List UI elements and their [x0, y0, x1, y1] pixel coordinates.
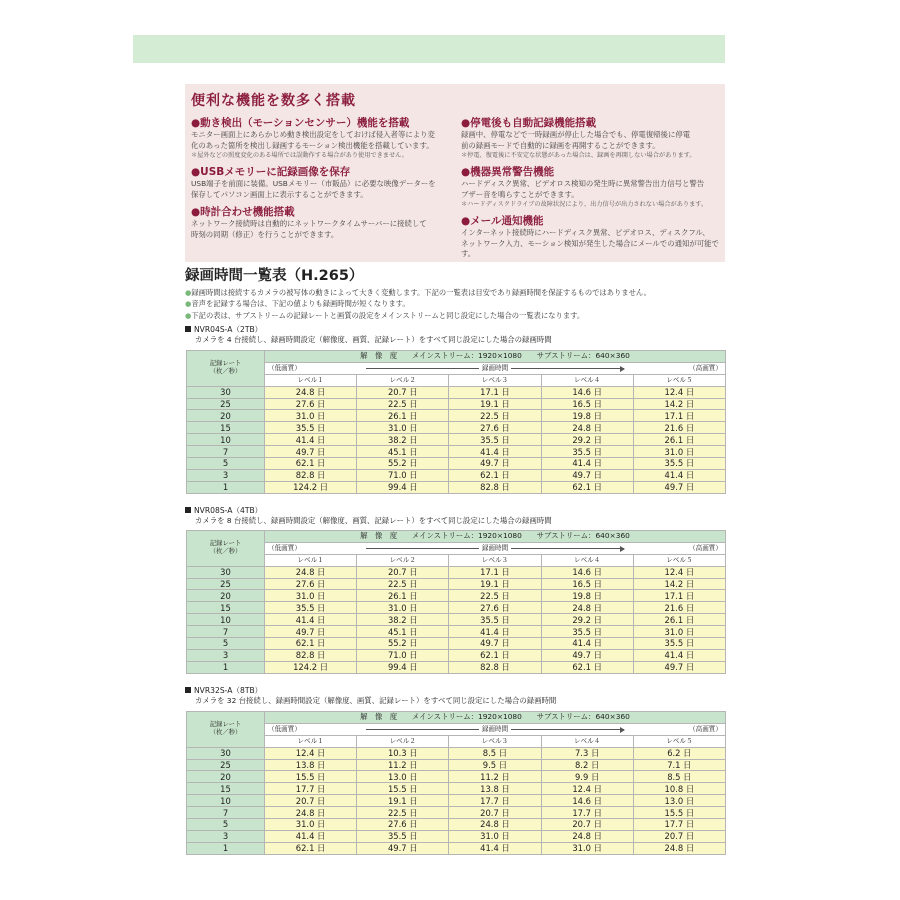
- duration-cell: 22.5 日: [357, 578, 449, 590]
- duration-cell: 14.2 日: [633, 578, 725, 590]
- duration-cell: 62.1 日: [265, 638, 357, 650]
- bullet-icon: ●: [185, 299, 192, 309]
- duration-cell: 82.8 日: [265, 469, 357, 481]
- duration-cell: 41.4 日: [541, 638, 633, 650]
- level-header: レベル１: [265, 554, 357, 566]
- rate-cell: 30: [187, 566, 265, 578]
- square-icon: [185, 507, 191, 513]
- feature-heading: ●停電後も自動記録機能搭載: [461, 117, 597, 129]
- rate-cell: 10: [187, 614, 265, 626]
- duration-cell: 17.7 日: [449, 795, 541, 807]
- resolution-header: 解 像 度 メインストリーム：1920×1080 サブストリーム：640×360: [265, 351, 726, 363]
- rate-cell: 1: [187, 481, 265, 493]
- feature-note: ＊屋外などの照度変化のある場所では誤動作する場合があり使用できません。: [191, 152, 408, 159]
- feature-text: 時刻の同期（修正）を行うことができます。: [191, 229, 339, 239]
- level-header: レベル５: [633, 374, 725, 386]
- table-row: [187, 614, 726, 626]
- duration-cell: 124.2 日: [265, 481, 357, 493]
- level-header: レベル２: [357, 374, 449, 386]
- duration-cell: 29.2 日: [541, 434, 633, 446]
- feature-text: USB端子を前面に装備。USBメモリー（市販品）に必要な映像データーを: [191, 179, 436, 188]
- duration-cell: 20.7 日: [541, 819, 633, 831]
- duration-cell: 29.2 日: [541, 614, 633, 626]
- rate-cell: 15: [187, 602, 265, 614]
- feature-heading: ●USBメモリーに記録画像を保存: [191, 166, 351, 178]
- duration-cell: 41.4 日: [633, 649, 725, 661]
- table-row: [187, 747, 726, 759]
- duration-cell: 38.2 日: [357, 614, 449, 626]
- square-icon: [185, 326, 191, 332]
- duration-cell: 9.5 日: [449, 759, 541, 771]
- rate-cell: 7: [187, 807, 265, 819]
- notes-list: [185, 287, 745, 321]
- feature-note: ＊停電、復電後に不安定な状態があった場合は、録画を再開しない場合があります。: [461, 152, 696, 159]
- duration-cell: 62.1 日: [541, 481, 633, 493]
- recording-table-nvr32s: [186, 711, 726, 855]
- high-quality-label: （高画質）: [689, 363, 722, 372]
- duration-cell: 71.0 日: [357, 469, 449, 481]
- duration-cell: 41.4 日: [449, 626, 541, 638]
- duration-cell: 26.1 日: [357, 590, 449, 602]
- square-icon: [185, 687, 191, 693]
- duration-cell: 31.0 日: [541, 842, 633, 854]
- rate-cell: 10: [187, 434, 265, 446]
- duration-cell: 24.8 日: [265, 386, 357, 398]
- duration-cell: 20.7 日: [449, 807, 541, 819]
- duration-cell: 49.7 日: [357, 842, 449, 854]
- duration-cell: 35.5 日: [541, 626, 633, 638]
- recording-time-label: 録画時間: [479, 364, 511, 372]
- duration-cell: 31.0 日: [265, 819, 357, 831]
- duration-cell: 22.5 日: [357, 807, 449, 819]
- rate-cell: 30: [187, 386, 265, 398]
- duration-cell: 24.8 日: [541, 830, 633, 842]
- rate-cell: 3: [187, 830, 265, 842]
- feature-heading: ●時計合わせ機能搭載: [191, 206, 295, 218]
- feature-text: ネットワーク入力、モーション検知が発生した場合にメールでの通知が可能です。: [461, 238, 719, 258]
- duration-cell: 124.2 日: [265, 661, 357, 673]
- table-row: [187, 807, 726, 819]
- duration-cell: 17.1 日: [633, 590, 725, 602]
- rate-cell: 1: [187, 842, 265, 854]
- duration-cell: 27.6 日: [265, 398, 357, 410]
- duration-cell: 99.4 日: [357, 481, 449, 493]
- duration-cell: 49.7 日: [541, 649, 633, 661]
- level-header: レベル２: [357, 735, 449, 747]
- table-row: [187, 783, 726, 795]
- duration-cell: 12.4 日: [633, 566, 725, 578]
- model-heading-nvr32s: [185, 686, 745, 705]
- duration-cell: 27.6 日: [449, 422, 541, 434]
- low-quality-label: （低画質）: [268, 543, 301, 552]
- level-header: レベル１: [265, 374, 357, 386]
- rate-cell: 30: [187, 747, 265, 759]
- duration-cell: 41.4 日: [449, 446, 541, 458]
- model-heading-nvr08s: [185, 506, 745, 525]
- duration-cell: 12.4 日: [265, 747, 357, 759]
- duration-cell: 13.8 日: [449, 783, 541, 795]
- table-row: [187, 578, 726, 590]
- duration-cell: 8.5 日: [449, 747, 541, 759]
- feature-text: ハードディスク異常、ビデオロス検知の発生時に異常警告出力信号と警告: [461, 179, 705, 188]
- duration-cell: 12.4 日: [541, 783, 633, 795]
- duration-cell: 10.3 日: [357, 747, 449, 759]
- recording-time-label: 録画時間: [479, 725, 511, 733]
- duration-cell: 82.8 日: [265, 649, 357, 661]
- duration-cell: 7.1 日: [633, 759, 725, 771]
- feature-clock-sync: [191, 205, 455, 240]
- duration-cell: 15.5 日: [265, 771, 357, 783]
- feature-motion-detection: [191, 116, 455, 160]
- duration-cell: 24.8 日: [449, 819, 541, 831]
- duration-cell: 14.6 日: [541, 795, 633, 807]
- model-name: NVR32S-A（8TB）: [194, 686, 263, 695]
- duration-cell: 11.2 日: [357, 759, 449, 771]
- duration-cell: 22.5 日: [449, 590, 541, 602]
- rate-cell: 3: [187, 649, 265, 661]
- table-row: [187, 446, 726, 458]
- rate-header: 記録レート （枚／秒）: [187, 351, 265, 387]
- duration-cell: 15.5 日: [633, 807, 725, 819]
- duration-cell: 14.6 日: [541, 386, 633, 398]
- feature-usb-memory: [191, 165, 455, 200]
- duration-cell: 21.6 日: [633, 422, 725, 434]
- rate-cell: 3: [187, 469, 265, 481]
- duration-cell: 19.1 日: [449, 578, 541, 590]
- table-row: [187, 759, 726, 771]
- duration-cell: 49.7 日: [449, 458, 541, 470]
- duration-cell: 55.2 日: [357, 638, 449, 650]
- duration-cell: 19.8 日: [541, 410, 633, 422]
- duration-cell: 31.0 日: [357, 422, 449, 434]
- model-description: カメラを 4 台接続し、録画時間設定（解像度、画質、記録レート）をすべて同じ設定にした場合の録画時間: [195, 334, 552, 344]
- rate-header: 記録レート （枚／秒）: [187, 712, 265, 748]
- high-quality-label: （高画質）: [689, 724, 722, 733]
- duration-cell: 24.8 日: [541, 422, 633, 434]
- table-row: [187, 830, 726, 842]
- table-row: [187, 481, 726, 493]
- table-row: [187, 819, 726, 831]
- section-title: 録画時間一覧表（H.265）: [185, 268, 364, 284]
- model-name: NVR08S-A（4TB）: [194, 506, 263, 515]
- duration-cell: 13.8 日: [265, 759, 357, 771]
- duration-cell: 62.1 日: [541, 661, 633, 673]
- feature-text: インターネット接続時にハードディスク異常、ビデオロス、ディスクフル、: [461, 228, 710, 237]
- level-header: レベル４: [541, 554, 633, 566]
- table-row: [187, 590, 726, 602]
- duration-cell: 7.3 日: [541, 747, 633, 759]
- table-row: [187, 434, 726, 446]
- table-row: [187, 649, 726, 661]
- feature-error-warning: [461, 165, 725, 209]
- feature-text: 前の録画モードで自動的に録画を再開することができます。: [461, 140, 660, 150]
- duration-cell: 20.7 日: [357, 386, 449, 398]
- duration-cell: 31.0 日: [357, 602, 449, 614]
- feature-power-recovery: [461, 116, 725, 160]
- table-row: [187, 422, 726, 434]
- duration-cell: 31.0 日: [265, 590, 357, 602]
- duration-cell: 14.2 日: [633, 398, 725, 410]
- model-heading-nvr04s: [185, 325, 745, 344]
- duration-cell: 17.1 日: [449, 386, 541, 398]
- rate-cell: 7: [187, 626, 265, 638]
- features-left-column: [191, 116, 455, 245]
- level-header: レベル２: [357, 554, 449, 566]
- table-row: [187, 386, 726, 398]
- duration-cell: 6.2 日: [633, 747, 725, 759]
- duration-cell: 27.6 日: [265, 578, 357, 590]
- duration-cell: 49.7 日: [265, 626, 357, 638]
- duration-cell: 14.6 日: [541, 566, 633, 578]
- duration-cell: 49.7 日: [449, 638, 541, 650]
- rate-cell: 10: [187, 795, 265, 807]
- duration-cell: 62.1 日: [265, 458, 357, 470]
- duration-cell: 49.7 日: [541, 469, 633, 481]
- duration-cell: 26.1 日: [357, 410, 449, 422]
- table-row: [187, 566, 726, 578]
- duration-cell: 62.1 日: [449, 649, 541, 661]
- rate-cell: 7: [187, 446, 265, 458]
- duration-cell: 8.5 日: [633, 771, 725, 783]
- duration-cell: 62.1 日: [265, 842, 357, 854]
- recording-table-nvr04s: [186, 350, 726, 494]
- duration-cell: 15.5 日: [357, 783, 449, 795]
- duration-cell: 12.4 日: [633, 386, 725, 398]
- feature-heading: ●メール通知機能: [461, 215, 544, 227]
- duration-cell: 31.0 日: [633, 446, 725, 458]
- duration-cell: 41.4 日: [449, 842, 541, 854]
- duration-cell: 9.9 日: [541, 771, 633, 783]
- duration-cell: 49.7 日: [633, 661, 725, 673]
- duration-cell: 16.5 日: [541, 578, 633, 590]
- feature-text: モニター画面上にあらかじめ動き検出設定をしておけば侵入者等により変: [191, 130, 435, 139]
- duration-cell: 31.0 日: [265, 410, 357, 422]
- duration-cell: 27.6 日: [357, 819, 449, 831]
- level-header: レベル４: [541, 735, 633, 747]
- duration-cell: 17.7 日: [633, 819, 725, 831]
- duration-cell: 11.2 日: [449, 771, 541, 783]
- feature-text: 録画中、停電などで一時録画が停止した場合でも、停電復帰後に停電: [461, 130, 691, 139]
- rate-cell: 20: [187, 590, 265, 602]
- table-row: [187, 398, 726, 410]
- duration-cell: 20.7 日: [265, 795, 357, 807]
- rate-cell: 5: [187, 458, 265, 470]
- resolution-header: 解 像 度 メインストリーム：1920×1080 サブストリーム：640×360: [265, 712, 726, 724]
- duration-cell: 41.4 日: [265, 614, 357, 626]
- duration-cell: 24.8 日: [541, 602, 633, 614]
- duration-cell: 26.1 日: [633, 434, 725, 446]
- rate-header: 記録レート （枚／秒）: [187, 531, 265, 567]
- duration-cell: 49.7 日: [265, 446, 357, 458]
- table-row: [187, 771, 726, 783]
- duration-cell: 35.5 日: [265, 422, 357, 434]
- duration-cell: 20.7 日: [633, 830, 725, 842]
- rate-cell: 5: [187, 638, 265, 650]
- table-row: [187, 842, 726, 854]
- duration-cell: 19.8 日: [541, 590, 633, 602]
- duration-cell: 17.7 日: [265, 783, 357, 795]
- duration-cell: 35.5 日: [357, 830, 449, 842]
- feature-text: ブザー音を鳴らすことができます。: [461, 189, 579, 199]
- quality-arrow-row: [265, 362, 726, 374]
- table-row: [187, 469, 726, 481]
- duration-cell: 55.2 日: [357, 458, 449, 470]
- level-header: レベル３: [449, 735, 541, 747]
- duration-cell: 35.5 日: [541, 446, 633, 458]
- duration-cell: 35.5 日: [449, 614, 541, 626]
- low-quality-label: （低画質）: [268, 724, 301, 733]
- duration-cell: 31.0 日: [449, 830, 541, 842]
- duration-cell: 35.5 日: [633, 638, 725, 650]
- table-row: [187, 626, 726, 638]
- rate-cell: 25: [187, 759, 265, 771]
- rate-cell: 1: [187, 661, 265, 673]
- features-title: 便利な機能を数多く搭載: [191, 93, 356, 109]
- duration-cell: 27.6 日: [449, 602, 541, 614]
- rate-cell: 20: [187, 410, 265, 422]
- feature-heading: ●機器異常警告機能: [461, 166, 555, 178]
- model-description: カメラを 8 台接続し、録画時間設定（解像度、画質、記録レート）をすべて同じ設定にした場合の録画時間: [195, 515, 552, 525]
- duration-cell: 35.5 日: [633, 458, 725, 470]
- duration-cell: 17.1 日: [449, 566, 541, 578]
- rate-cell: 25: [187, 398, 265, 410]
- duration-cell: 49.7 日: [633, 481, 725, 493]
- table-row: [187, 638, 726, 650]
- duration-cell: 24.8 日: [633, 842, 725, 854]
- quality-arrow-row: [265, 542, 726, 554]
- quality-arrow-row: [265, 723, 726, 735]
- bullet-icon: ●: [185, 310, 192, 320]
- duration-cell: 24.8 日: [265, 566, 357, 578]
- top-banner: [133, 35, 725, 63]
- rate-cell: 20: [187, 771, 265, 783]
- level-header: レベル５: [633, 554, 725, 566]
- duration-cell: 22.5 日: [449, 410, 541, 422]
- low-quality-label: （低画質）: [268, 363, 301, 372]
- duration-cell: 45.1 日: [357, 626, 449, 638]
- duration-cell: 8.2 日: [541, 759, 633, 771]
- rate-cell: 25: [187, 578, 265, 590]
- feature-text: 保存してパソコン画面上に表示することができます。: [191, 189, 368, 199]
- feature-text: ネットワーク接続時は自動的にネットワークタイムサーバーに接続して: [191, 219, 427, 228]
- duration-cell: 17.1 日: [633, 410, 725, 422]
- features-panel: [185, 84, 725, 262]
- duration-cell: 62.1 日: [449, 469, 541, 481]
- duration-cell: 41.4 日: [633, 469, 725, 481]
- duration-cell: 35.5 日: [449, 434, 541, 446]
- model-name: NVR04S-A（2TB）: [194, 325, 263, 334]
- level-header: レベル１: [265, 735, 357, 747]
- recording-time-label: 録画時間: [479, 544, 511, 552]
- duration-cell: 24.8 日: [265, 807, 357, 819]
- level-header: レベル４: [541, 374, 633, 386]
- duration-cell: 31.0 日: [633, 626, 725, 638]
- duration-cell: 13.0 日: [357, 771, 449, 783]
- rate-cell: 5: [187, 819, 265, 831]
- feature-text: 化のあった箇所を検出し録画するモーション検出機能を搭載しています。: [191, 140, 434, 150]
- table-row: [187, 602, 726, 614]
- duration-cell: 41.4 日: [265, 434, 357, 446]
- feature-heading: ●動き検出（モーションセンサー）機能を搭載: [191, 117, 410, 129]
- duration-cell: 10.8 日: [633, 783, 725, 795]
- level-header: レベル５: [633, 735, 725, 747]
- duration-cell: 26.1 日: [633, 614, 725, 626]
- rate-cell: 15: [187, 783, 265, 795]
- duration-cell: 82.8 日: [449, 481, 541, 493]
- table-row: [187, 410, 726, 422]
- high-quality-label: （高画質）: [689, 543, 722, 552]
- feature-note: ＊ハードディスクドライブの故障状況により、出力信号が出力されない場合があります。: [461, 201, 708, 208]
- level-header: レベル３: [449, 374, 541, 386]
- duration-cell: 13.0 日: [633, 795, 725, 807]
- duration-cell: 71.0 日: [357, 649, 449, 661]
- duration-cell: 16.5 日: [541, 398, 633, 410]
- duration-cell: 99.4 日: [357, 661, 449, 673]
- duration-cell: 35.5 日: [265, 602, 357, 614]
- duration-cell: 41.4 日: [265, 830, 357, 842]
- duration-cell: 19.1 日: [449, 398, 541, 410]
- duration-cell: 20.7 日: [357, 566, 449, 578]
- note-item: ●録画時間は接続するカメラの被写体の動きによって大きく変動します。下記の一覧表は目安であり録画時間を保証するものではありません。: [185, 288, 651, 297]
- note-item: ●音声を記録する場合は、下記の値よりも録画時間が短くなります。: [185, 299, 410, 309]
- table-row: [187, 795, 726, 807]
- duration-cell: 82.8 日: [449, 661, 541, 673]
- duration-cell: 17.7 日: [541, 807, 633, 819]
- duration-cell: 22.5 日: [357, 398, 449, 410]
- level-header: レベル３: [449, 554, 541, 566]
- duration-cell: 19.1 日: [357, 795, 449, 807]
- note-item: ●下記の表は、サブストリームの記録レートと画質の設定をメインストリームと同じ設定にした場合の一覧表になります。: [185, 310, 585, 320]
- feature-mail-notification: [461, 214, 725, 260]
- table-row: [187, 458, 726, 470]
- model-description: カメラを 32 台接続し、録画時間設定（解像度、画質、記録レート）をすべて同じ設定にした場合の録画時間: [195, 695, 557, 705]
- bullet-icon: ●: [185, 288, 192, 297]
- features-right-column: [461, 116, 725, 265]
- resolution-header: 解 像 度 メインストリーム：1920×1080 サブストリーム：640×360: [265, 531, 726, 543]
- duration-cell: 45.1 日: [357, 446, 449, 458]
- duration-cell: 41.4 日: [541, 458, 633, 470]
- rate-cell: 15: [187, 422, 265, 434]
- recording-table-nvr08s: [186, 530, 726, 674]
- duration-cell: 38.2 日: [357, 434, 449, 446]
- table-row: [187, 661, 726, 673]
- duration-cell: 21.6 日: [633, 602, 725, 614]
